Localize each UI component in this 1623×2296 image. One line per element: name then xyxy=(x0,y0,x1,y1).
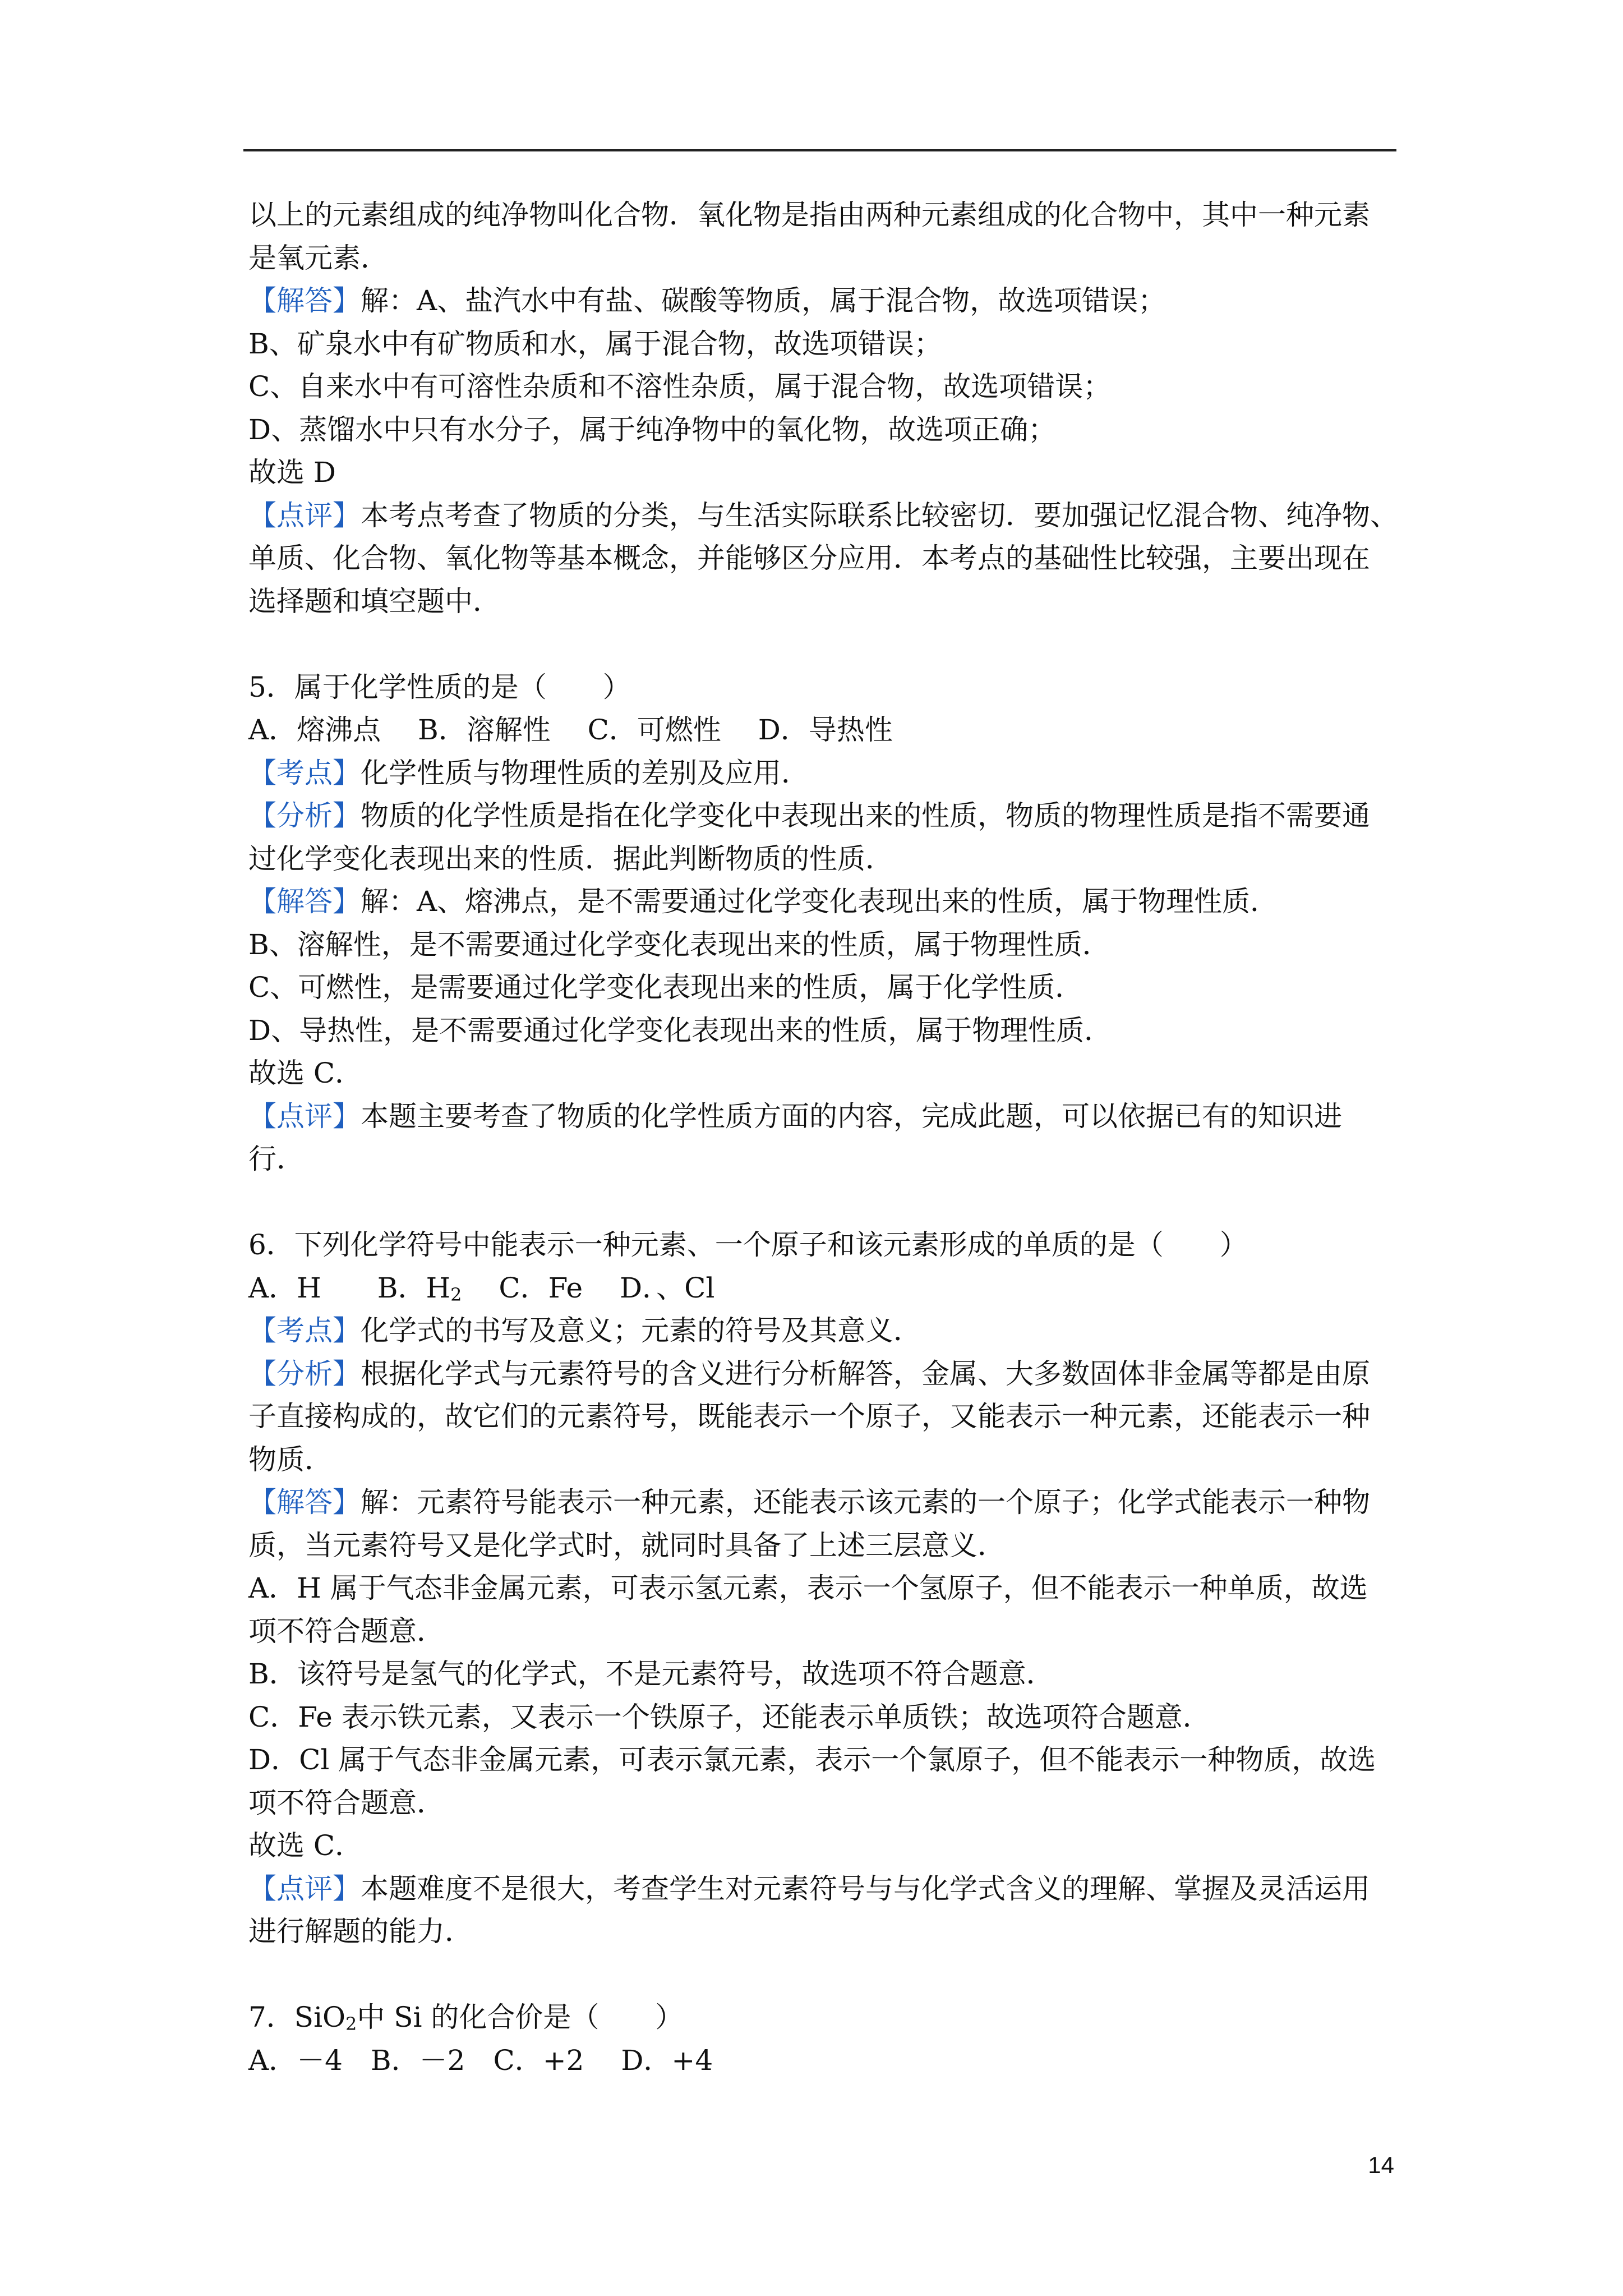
line-text: 是氧元素． xyxy=(248,241,389,274)
line-text: 故选 C． xyxy=(248,1829,363,1862)
line-text: 解：A、盐汽水中有盐、碳酸等物质，属于混合物，故选项错误； xyxy=(361,284,1166,317)
text-line xyxy=(248,1009,1415,1052)
section-tag: 【考点】 xyxy=(248,756,361,789)
line-text: D、导热性，是不需要通过化学变化表现出来的性质，属于物理性质． xyxy=(248,1014,1113,1047)
text-line xyxy=(248,365,1415,408)
text-line xyxy=(248,838,1415,881)
line-text: 物质． xyxy=(248,1443,333,1476)
line-text: A．H 属于气态非金属元素，可表示氢元素，表示一个氢原子，但不能表示一种单质，故选 xyxy=(248,1572,1368,1604)
text-line xyxy=(248,2039,1415,2082)
line-text: 进行解题的能力． xyxy=(248,1915,473,1948)
text-line xyxy=(248,323,1415,366)
section-tag: 【点评】 xyxy=(248,1872,361,1905)
paragraph-gap xyxy=(248,1181,1415,1224)
text-line xyxy=(248,537,1415,580)
paragraph-gap xyxy=(248,1953,1415,1996)
subscript: 2 xyxy=(450,1283,462,1305)
line-text: 行． xyxy=(248,1143,305,1175)
subscript: 2 xyxy=(345,2013,357,2035)
line-text: C、可燃性，是需要通过化学变化表现出来的性质，属于化学性质． xyxy=(248,971,1083,1004)
text-line xyxy=(248,1738,1415,1782)
text-line xyxy=(248,794,1415,838)
line-text: 故选 D xyxy=(248,456,336,489)
text-line xyxy=(248,1352,1415,1396)
text-line xyxy=(248,1867,1415,1911)
text-line xyxy=(248,1910,1415,1953)
text-line xyxy=(248,1782,1415,1825)
text-line xyxy=(248,408,1415,452)
line-text: 本考点考查了物质的分类，与生活实际联系比较密切．要加强记忆混合物、纯净物、 xyxy=(361,499,1398,532)
line-text: 化学式的书写及意义；元素的符号及其意义． xyxy=(361,1314,921,1347)
line-text: 解：元素符号能表示一种元素，还能表示该元素的一个原子；化学式能表示一种物 xyxy=(361,1486,1370,1519)
header-rule xyxy=(243,149,1396,151)
line-text: 本题难度不是很大，考查学生对元素符号与与化学式含义的理解、掌握及灵活运用 xyxy=(361,1872,1370,1905)
text-line xyxy=(248,1395,1415,1438)
text-line xyxy=(248,966,1415,1009)
text-line xyxy=(248,1653,1415,1696)
line-text: 本题主要考查了物质的化学性质方面的内容，完成此题，可以依据已有的知识进 xyxy=(361,1099,1342,1133)
line-text: 以上的元素组成的纯净物叫化合物．氧化物是指由两种元素组成的化合物中，其中一种元素 xyxy=(248,199,1370,231)
text-line xyxy=(248,451,1415,494)
line-text: 项不符合题意． xyxy=(248,1614,445,1648)
line-text: A．H B．H xyxy=(248,1271,451,1304)
section-tag: 【分析】 xyxy=(248,1357,361,1390)
line-text: 化学性质与物理性质的差别及应用． xyxy=(361,756,809,789)
text-line xyxy=(248,923,1415,967)
text-line xyxy=(248,1438,1415,1481)
line-text: 过化学变化表现出来的性质．据此判断物质的性质． xyxy=(248,842,893,875)
line-text: 故选 C． xyxy=(248,1057,363,1089)
text-line xyxy=(248,1309,1415,1352)
line-text: 质，当元素符号又是化学式时，就同时具备了上述三层意义． xyxy=(248,1529,1006,1562)
section-tag: 【点评】 xyxy=(248,1099,361,1133)
section-tag: 【解答】 xyxy=(248,1486,361,1519)
section-tag: 【考点】 xyxy=(248,1314,361,1347)
line-text: B、矿泉水中有矿物质和水，属于混合物，故选项错误； xyxy=(248,327,942,360)
section-tag: 【解答】 xyxy=(248,885,361,918)
page-number: 14 xyxy=(1368,2152,1394,2178)
line-text: 6．下列化学符号中能表示一种元素、一个原子和该元素形成的单质的是（ ） xyxy=(248,1228,1248,1261)
text-line xyxy=(248,666,1415,709)
text-line xyxy=(248,1524,1415,1567)
line-text: 5．属于化学性质的是（ ） xyxy=(248,670,631,703)
line-text: 根据化学式与元素符号的含义进行分析解答，金属、大多数固体非金属等都是由原 xyxy=(361,1357,1370,1390)
line-text: C．Fe D．、Cl xyxy=(462,1271,715,1304)
text-line xyxy=(248,279,1415,323)
text-line xyxy=(248,1267,1415,1310)
text-line xyxy=(248,752,1415,795)
text-line xyxy=(248,580,1415,623)
line-text: 选择题和填空题中． xyxy=(248,585,501,618)
text-line xyxy=(248,880,1415,923)
line-text: 7．SiO xyxy=(248,2001,346,2033)
section-tag: 【分析】 xyxy=(248,799,361,832)
line-text: 单质、化合物、氧化物等基本概念，并能够区分应用．本考点的基础性比较强，主要出现在 xyxy=(248,542,1370,574)
text-line xyxy=(248,194,1415,237)
line-text: 解：A、熔沸点，是不需要通过化学变化表现出来的性质，属于物理性质． xyxy=(361,885,1279,918)
text-line xyxy=(248,1052,1415,1095)
line-text: C、自来水中有可溶性杂质和不溶性杂质，属于混合物，故选项错误； xyxy=(248,370,1112,403)
line-text: A．熔沸点 B．溶解性 C．可燃性 D．导热性 xyxy=(248,714,893,746)
text-line xyxy=(248,1481,1415,1524)
line-text: D．Cl 属于气态非金属元素，可表示氯元素，表示一个氯原子，但不能表示一种物质，故选 xyxy=(248,1743,1376,1776)
line-text: D、蒸馏水中只有水分子，属于纯净物中的氧化物，故选项正确； xyxy=(248,413,1057,446)
line-text: 中 Si 的化合价是（ ） xyxy=(357,2001,684,2033)
line-text: C．Fe 表示铁元素，又表示一个铁原子，还能表示单质铁；故选项符合题意． xyxy=(248,1700,1211,1733)
section-tag: 【解答】 xyxy=(248,284,361,317)
line-text: 物质的化学性质是指在化学变化中表现出来的性质，物质的物理性质是指不需要通 xyxy=(361,799,1370,832)
text-line xyxy=(248,1824,1415,1867)
text-line xyxy=(248,237,1415,280)
line-text: B、溶解性，是不需要通过化学变化表现出来的性质，属于物理性质． xyxy=(248,928,1110,961)
text-line xyxy=(248,494,1415,537)
line-text: A．－4 B．－2 C．+2 D．+4 xyxy=(248,2044,713,2077)
text-line xyxy=(248,1996,1415,2039)
text-line xyxy=(248,1610,1415,1653)
line-text: 子直接构成的，故它们的元素符号，既能表示一个原子，又能表示一种元素，还能表示一种 xyxy=(248,1400,1370,1433)
paragraph-gap xyxy=(248,623,1415,666)
text-line xyxy=(248,1138,1415,1181)
text-line xyxy=(248,1696,1415,1739)
text-line xyxy=(248,1095,1415,1138)
section-tag: 【点评】 xyxy=(248,499,361,532)
text-line xyxy=(248,1567,1415,1610)
text-line xyxy=(248,1223,1415,1267)
line-text: B．该符号是氢气的化学式，不是元素符号，故选项不符合题意． xyxy=(248,1658,1054,1690)
text-line xyxy=(248,708,1415,752)
document-body xyxy=(248,194,1415,2082)
line-text: 项不符合题意． xyxy=(248,1786,445,1819)
